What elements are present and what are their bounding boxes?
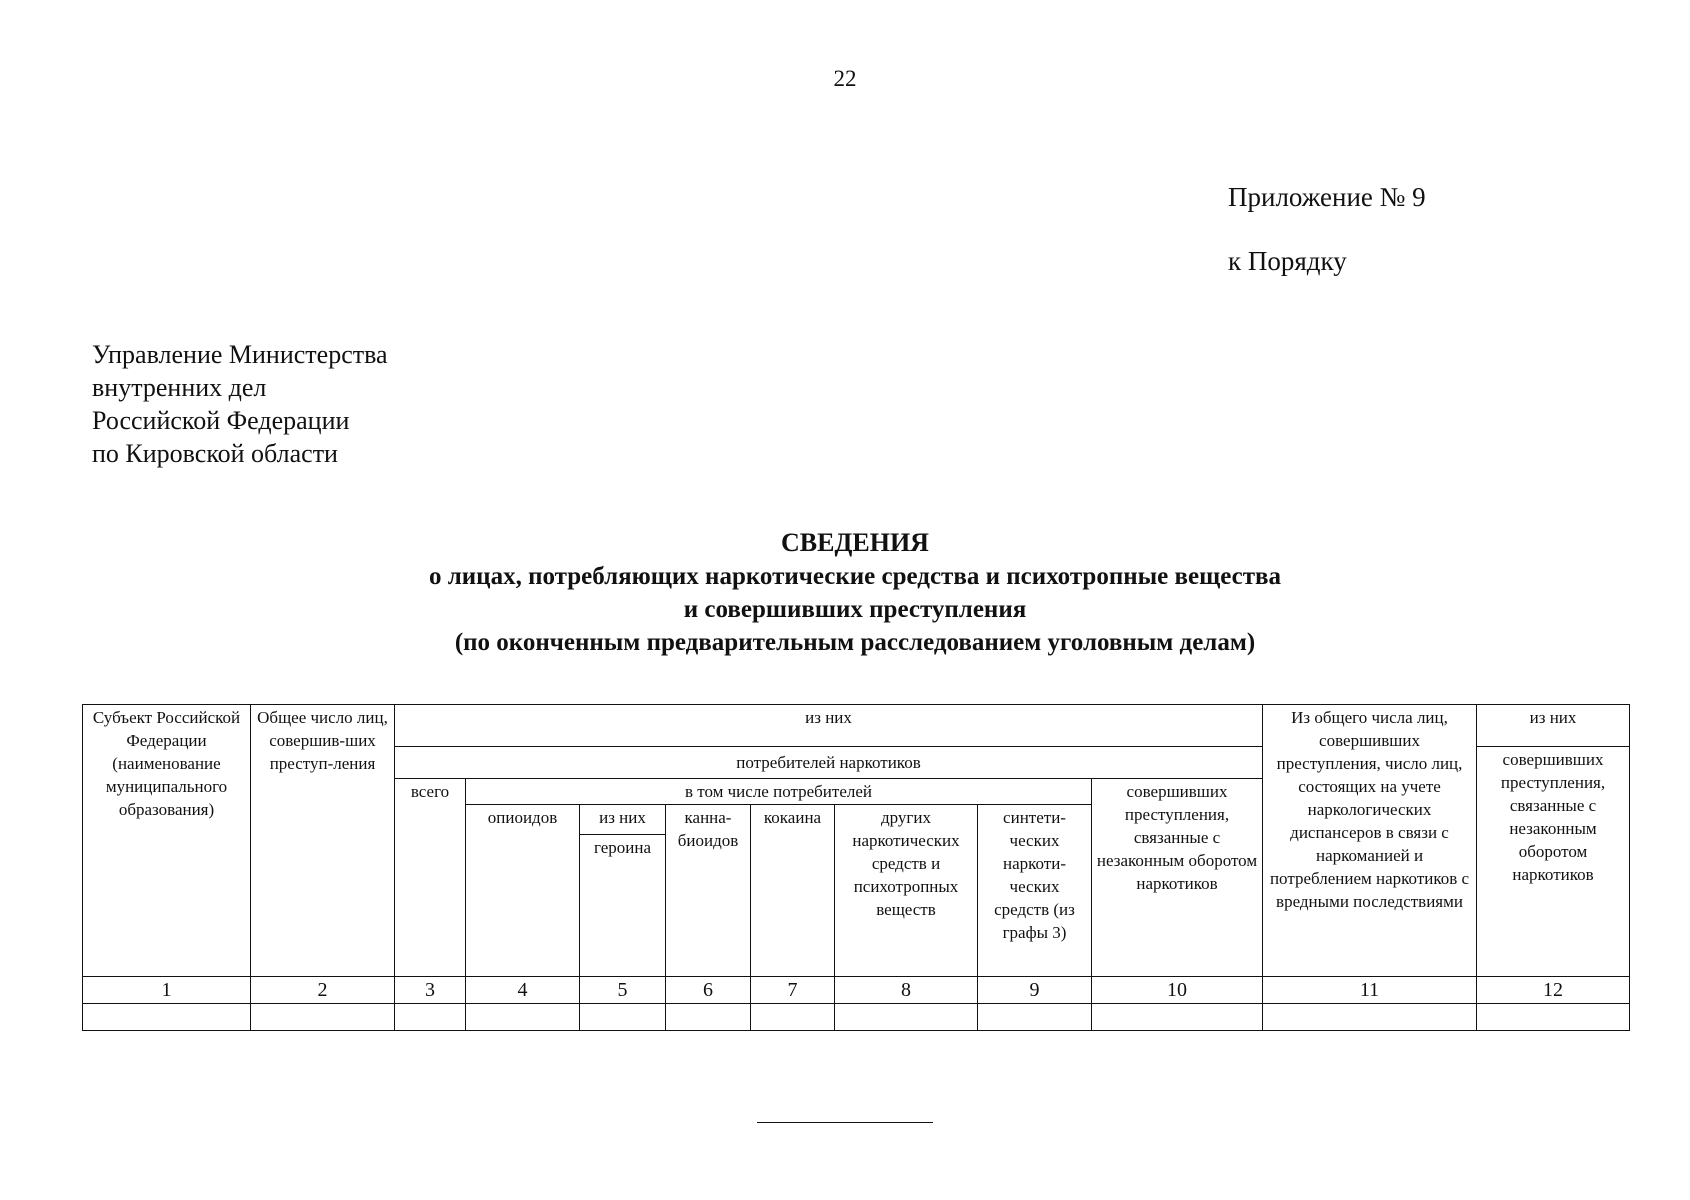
table-cell — [251, 1004, 395, 1031]
table-cell — [666, 1004, 751, 1031]
column-number: 8 — [835, 977, 978, 1004]
table-cell — [978, 1004, 1092, 1031]
column-number: 6 — [666, 977, 751, 1004]
table-cell — [1092, 1004, 1263, 1031]
title-heading: СВЕДЕНИЯ — [781, 528, 929, 557]
table-cell — [580, 1004, 666, 1031]
header-opioids: опиоидов — [466, 805, 580, 977]
header-heroin: героина — [580, 835, 666, 977]
header-all: всего — [395, 779, 466, 977]
issuing-authority — [92, 338, 388, 470]
table-cell — [83, 1004, 251, 1031]
header-of-them-last: из них — [1477, 705, 1630, 747]
column-number: 10 — [1092, 977, 1263, 1004]
title-line: (по оконченным предварительным расследованием уголовным делам) — [454, 629, 1256, 656]
table-cell — [751, 1004, 835, 1031]
issuer-line: по Кировской области — [92, 439, 338, 468]
table-cell — [1477, 1004, 1630, 1031]
column-number: 1 — [83, 977, 251, 1004]
column-number: 5 — [580, 977, 666, 1004]
appendix-reference — [1228, 182, 1426, 276]
table-cell — [466, 1004, 580, 1031]
title-line: и совершивших преступления — [683, 596, 1027, 623]
header-cannabinoids: канна-биоидов — [666, 805, 751, 977]
report-table — [82, 704, 1630, 1031]
table-cell — [835, 1004, 978, 1031]
header-registered-persons: Из общего числа лиц, совершивших преступления, число лиц, состоящих на учете наркологических диспансеров в связи с наркоманией и потреблением наркотиков с вредными последствиями — [1263, 705, 1477, 977]
column-number: 11 — [1263, 977, 1477, 1004]
header-subject: Субъект Российской Федерации (наименование муниципального образования) — [83, 705, 251, 977]
issuer-line: внутренних дел — [92, 373, 267, 402]
column-number: 12 — [1477, 977, 1630, 1004]
page-number: 22 — [833, 66, 857, 91]
column-number: 4 — [466, 977, 580, 1004]
column-number-row — [83, 977, 1630, 1004]
header-trafficking-last: совершивших преступления, связанные с незаконным оборотом наркотиков — [1477, 747, 1630, 977]
table-row — [83, 1004, 1630, 1031]
header-including: в том числе потребителей — [466, 779, 1092, 805]
title-line: о лицах, потребляющих наркотические средства и психотропные вещества — [429, 563, 1281, 590]
header-of-them-small: из них — [580, 805, 666, 835]
column-number: 9 — [978, 977, 1092, 1004]
appendix-title: Приложение № 9 — [1228, 182, 1426, 212]
closing-divider — [757, 1122, 933, 1123]
header-drug-users: потребителей наркотиков — [395, 747, 1263, 779]
issuer-line: Российской Федерации — [92, 406, 350, 435]
header-total-persons: Общее число лиц, совершив-ших преступ-ления — [251, 705, 395, 977]
issuer-line: Управление Министерства — [92, 340, 388, 369]
header-of-them: из них — [395, 705, 1263, 747]
column-number: 7 — [751, 977, 835, 1004]
column-number: 3 — [395, 977, 466, 1004]
header-cocaine: кокаина — [751, 805, 835, 977]
table-cell — [395, 1004, 466, 1031]
header-other-drugs: других наркотических средств и психотропных веществ — [835, 805, 978, 977]
appendix-subtitle: к Порядку — [1228, 246, 1347, 276]
table-cell — [1263, 1004, 1477, 1031]
document-title — [0, 526, 1690, 660]
header-trafficking: совершивших преступления, связанные с незаконным оборотом наркотиков — [1092, 779, 1263, 977]
column-number: 2 — [251, 977, 395, 1004]
header-synthetic: синтети-ческих наркоти-ческих средств (из графы 3) — [978, 805, 1092, 977]
